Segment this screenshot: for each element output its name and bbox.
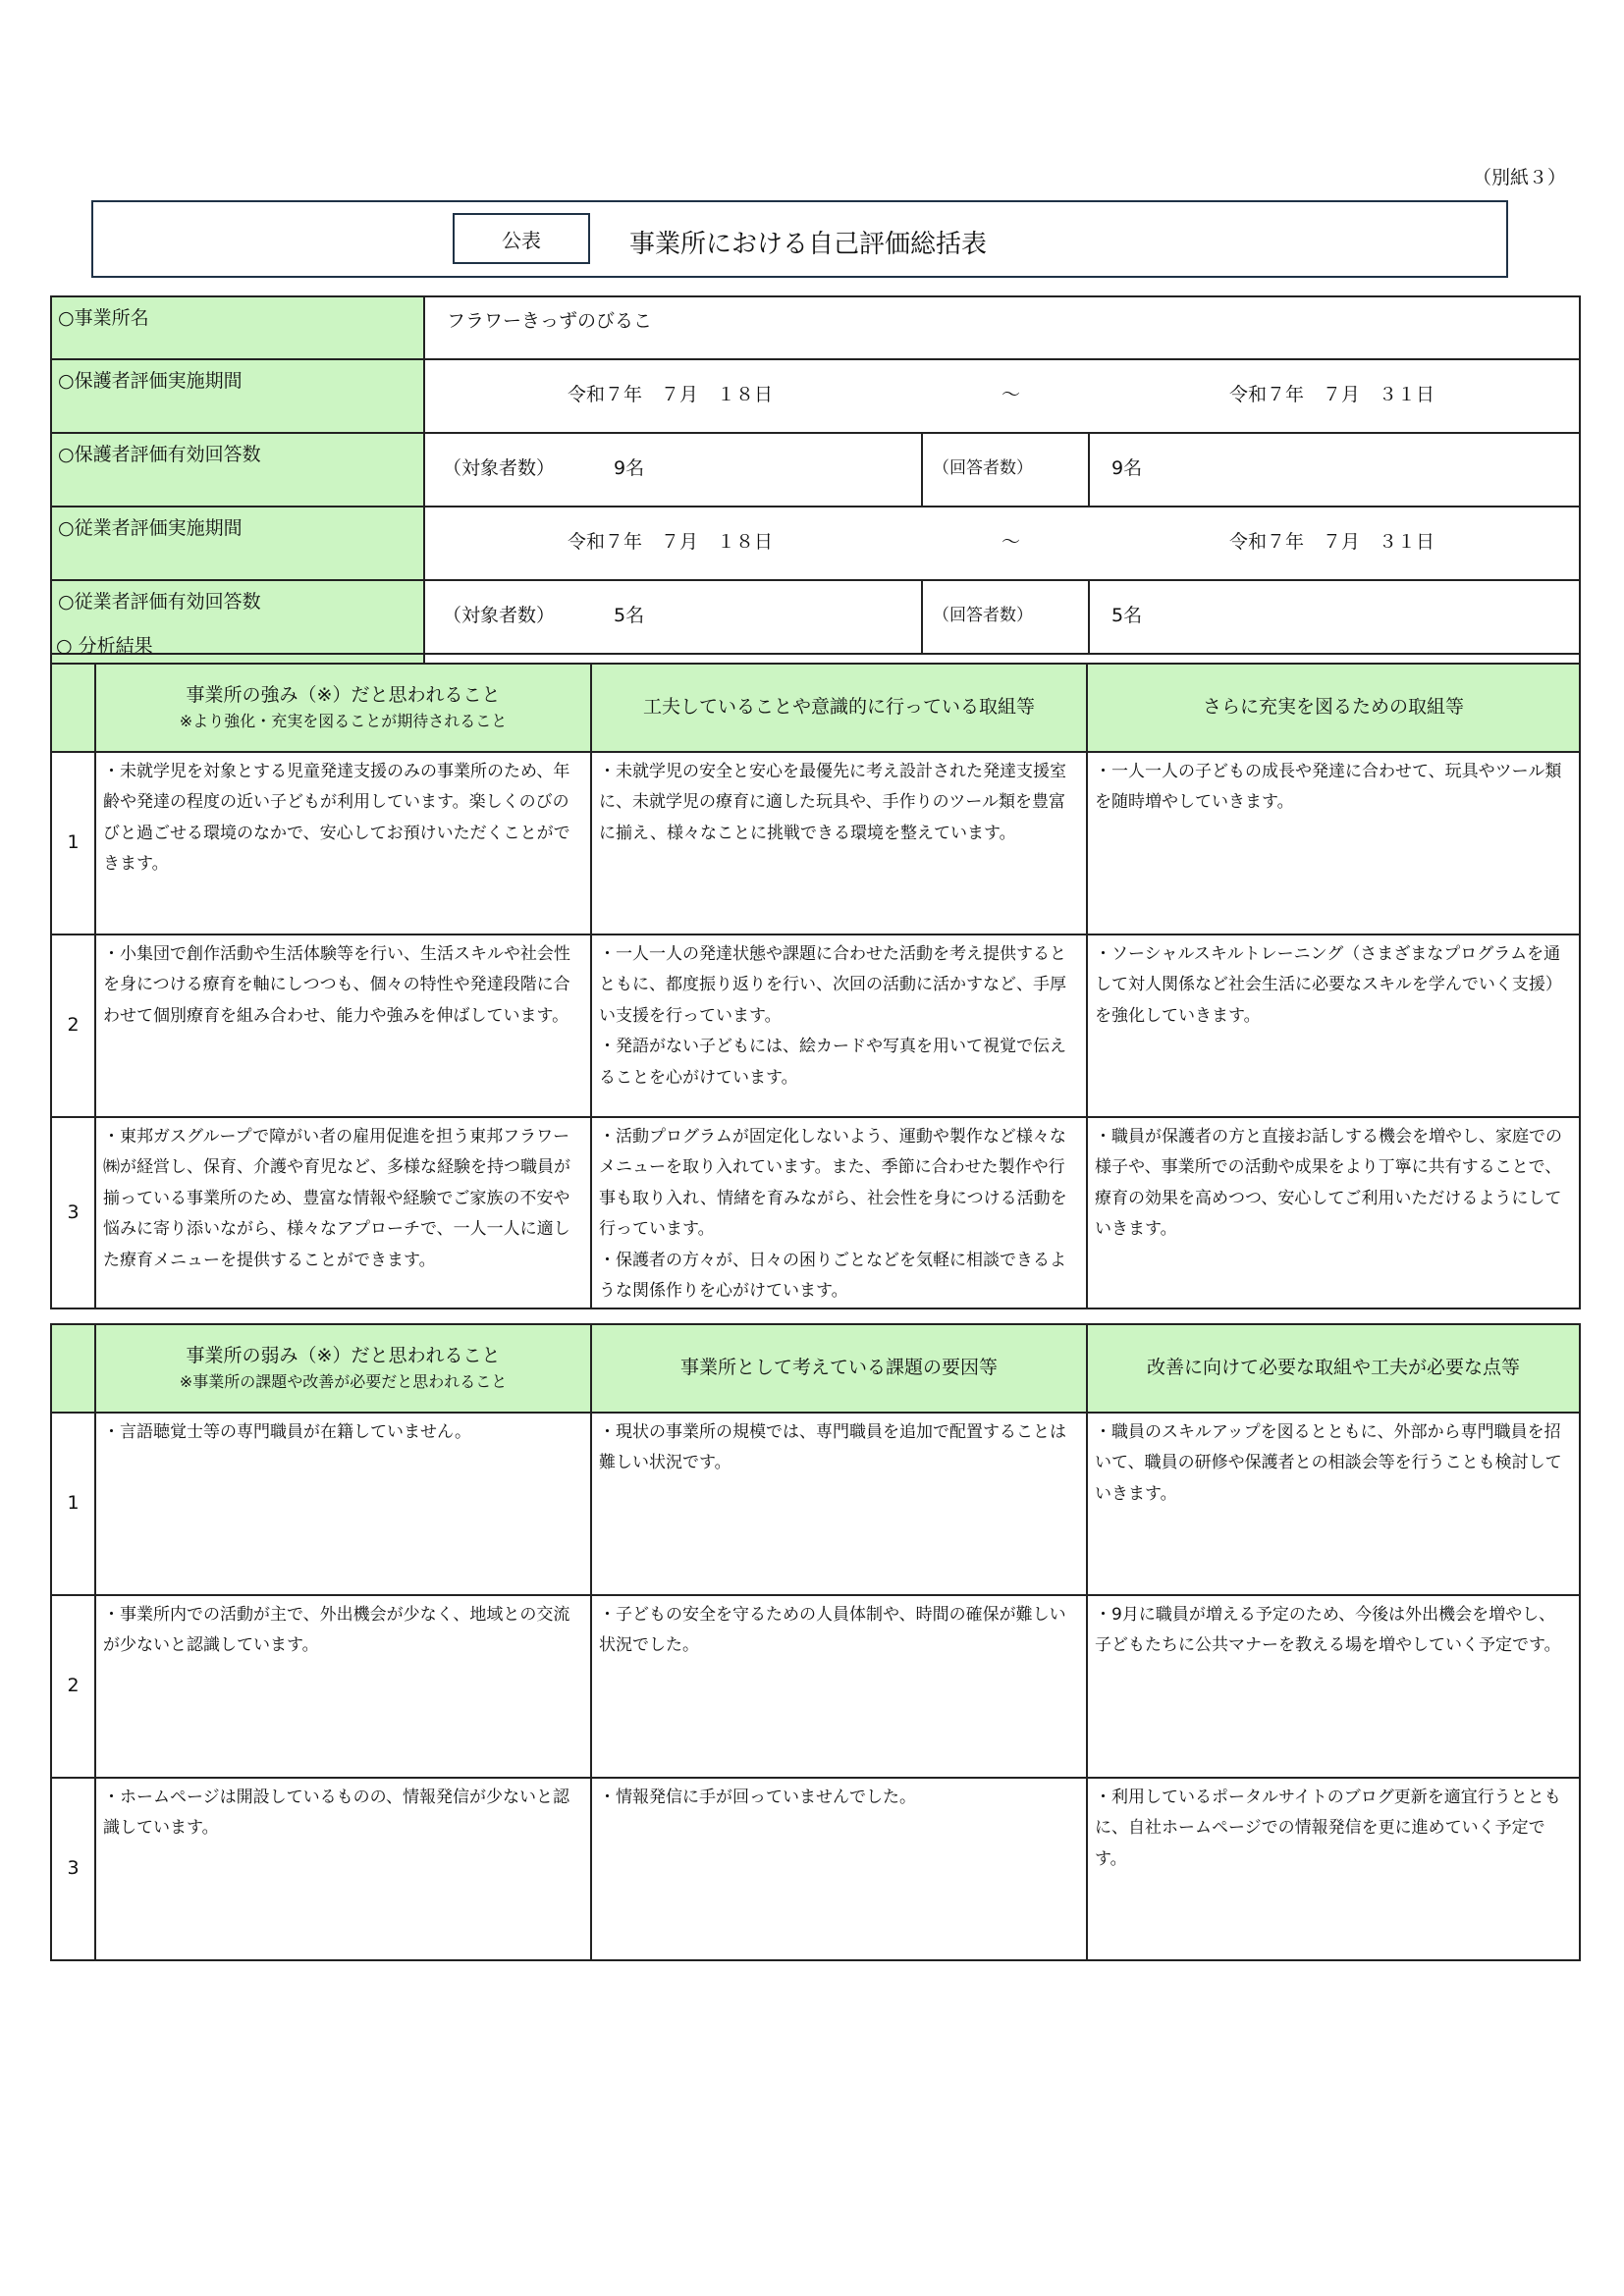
enhancement-cell: ・ソーシャルスキルトレーニング（さまざまなプログラムを通して対人関係など社会生活に必要なスキルを学んでいく支援）を強化していきます。 bbox=[1087, 934, 1580, 1117]
analysis-label: ○ 分析結果 bbox=[56, 635, 153, 657]
table-row bbox=[51, 1117, 1580, 1308]
cause-cell: ・情報発信に手が回っていませんでした。 bbox=[591, 1778, 1087, 1960]
row-number: 1 bbox=[51, 1413, 95, 1595]
row-number: 2 bbox=[51, 1595, 95, 1778]
weaknesses-table bbox=[50, 1323, 1581, 1961]
row-number: 3 bbox=[51, 1117, 95, 1308]
row-number: 3 bbox=[51, 1778, 95, 1960]
staff-responses-row bbox=[51, 580, 1580, 654]
target-label: （対象者数） bbox=[443, 605, 556, 626]
table-row bbox=[51, 752, 1580, 934]
facility-label: ○事業所名 bbox=[51, 296, 424, 359]
weaknesses-header-col2: 事業所として考えている課題の要因等 bbox=[591, 1324, 1087, 1413]
weaknesses-header-num bbox=[51, 1324, 95, 1413]
effort-text: ・一人一人の発達状態や課題に合わせた活動を考え提供するとともに、都度振り返りを行い、次回の活動に活かすなど、手厚い支援を行っています。 bbox=[599, 944, 1066, 1026]
effort-text: ・活動プログラムが固定化しないよう、運動や製作など様々なメニューを取り入れています。また、季節に合わせた製作や行事も取り入れ、情緒を育みながら、社会性を身につける活動を行っています。 bbox=[599, 1127, 1067, 1240]
page-title: 事業所における自己評価総括表 bbox=[629, 230, 988, 259]
guardian-period-row bbox=[51, 359, 1580, 433]
table-row bbox=[51, 1413, 1580, 1595]
cause-cell: ・子どもの安全を守るための人員体制や、時間の確保が難しい状況でした。 bbox=[591, 1595, 1087, 1778]
title-box bbox=[91, 200, 1508, 278]
staff-target-value: 5名 bbox=[614, 605, 645, 626]
effort-text-extra: ・発語がない子どもには、絵カードや写真を用いて視覚で伝えることを心がけています。 bbox=[599, 1037, 1066, 1088]
guardian-period-tilde: ～ bbox=[1001, 384, 1021, 405]
row-number: 1 bbox=[51, 752, 95, 934]
guardian-target-value: 9名 bbox=[614, 457, 645, 479]
target-label: （対象者数） bbox=[443, 457, 556, 479]
weakness-cell: ・ホームページは開設しているものの、情報発信が少ないと認識しています。 bbox=[95, 1778, 591, 1960]
weaknesses-header-col1 bbox=[95, 1324, 591, 1413]
strength-cell: ・未就学児を対象とする児童発達支援のみの事業所のため、年齢や発達の程度の近い子どもが利用しています。楽しくのびのびと過ごせる環境のなかで、安心してお預けいただくことができます。 bbox=[95, 752, 591, 934]
staff-period-label: ○従業者評価実施期間 bbox=[51, 507, 424, 580]
row-number: 2 bbox=[51, 934, 95, 1117]
facility-row bbox=[51, 296, 1580, 359]
staff-responses-label: ○従業者評価有効回答数 bbox=[51, 580, 424, 654]
effort-text-extra: ・保護者の方々が、日々の困りごとなどを気軽に相談できるような関係作りを心がけています。 bbox=[599, 1250, 1066, 1302]
cause-cell: ・現状の事業所の規模では、専門職員を追加で配置することは難しい状況です。 bbox=[591, 1413, 1087, 1595]
guardian-period-label: ○保護者評価実施期間 bbox=[51, 359, 424, 433]
staff-period-start: 令和７年 ７月 １８日 bbox=[568, 531, 774, 553]
guardian-responses-label: ○保護者評価有効回答数 bbox=[51, 433, 424, 507]
strengths-header-col2: 工夫していることや意識的に行っている取組等 bbox=[591, 664, 1087, 752]
staff-period-row bbox=[51, 507, 1580, 580]
staff-period-tilde: ～ bbox=[1001, 531, 1021, 553]
enhancement-cell: ・職員が保護者の方と直接お話しする機会を増やし、家庭での様子や、事業所での活動や成果をより丁寧に共有することで、療育の効果を高めつつ、安心してご利用いただけるようにしていきます。 bbox=[1087, 1117, 1580, 1308]
strengths-header-col1-title: 事業所の強み（※）だと思われること bbox=[186, 683, 501, 706]
weaknesses-header-col1-sub: ※事業所の課題や改善が必要だと思われること bbox=[179, 1372, 508, 1392]
answer-label: （回答者数） bbox=[922, 580, 1089, 654]
staff-target-cell bbox=[424, 580, 922, 654]
enhancement-cell: ・一人一人の子どもの成長や発達に合わせて、玩具やツール類を随時増やしていきます。 bbox=[1087, 752, 1580, 934]
strength-cell: ・小集団で創作活動や生活体験等を行い、生活スキルや社会性を身につける療育を軸にしつつも、個々の特性や発達段階に合わせて個別療育を組み合わせ、能力や強みを伸ばしています。 bbox=[95, 934, 591, 1117]
guardian-period-end: 令和７年 ７月 ３１日 bbox=[1229, 384, 1435, 405]
strengths-header-row bbox=[51, 664, 1580, 752]
weaknesses-header-col3: 改善に向けて必要な取組や工夫が必要な点等 bbox=[1087, 1324, 1580, 1413]
guardian-period-start: 令和７年 ７月 １８日 bbox=[568, 384, 774, 405]
staff-answers-value: 5名 bbox=[1089, 580, 1580, 654]
guardian-target-cell bbox=[424, 433, 922, 507]
table-row bbox=[51, 934, 1580, 1117]
effort-cell bbox=[591, 934, 1087, 1117]
answer-label: （回答者数） bbox=[922, 433, 1089, 507]
weakness-cell: ・言語聴覚士等の専門職員が在籍していません。 bbox=[95, 1413, 591, 1595]
table-row bbox=[51, 1778, 1580, 1960]
staff-period-value bbox=[424, 507, 1580, 580]
effort-cell: ・未就学児の安全と安心を最優先に考え設計された発達支援室に、未就学児の療育に適した玩具や、手作りのツール類を豊富に揃え、様々なことに挑戦できる環境を整えています。 bbox=[591, 752, 1087, 934]
improvement-cell: ・9月に職員が増える予定のため、今後は外出機会を増やし、子どもたちに公共マナーを教える場を増やしていく予定です。 bbox=[1087, 1595, 1580, 1778]
weakness-cell: ・事業所内での活動が主で、外出機会が少なく、地域との交流が少ないと認識しています。 bbox=[95, 1595, 591, 1778]
staff-period-end: 令和７年 ７月 ３１日 bbox=[1229, 531, 1435, 553]
strengths-header-col3: さらに充実を図るための取組等 bbox=[1087, 664, 1580, 752]
guardian-period-value bbox=[424, 359, 1580, 433]
strengths-table bbox=[50, 663, 1581, 1309]
guardian-answers-value: 9名 bbox=[1089, 433, 1580, 507]
strengths-header-col1 bbox=[95, 664, 591, 752]
improvement-cell: ・職員のスキルアップを図るとともに、外部から専門職員を招いて、職員の研修や保護者との相談会等を行うことも検討していきます。 bbox=[1087, 1413, 1580, 1595]
table-row bbox=[51, 1595, 1580, 1778]
strengths-header-num bbox=[51, 664, 95, 752]
facility-value: フラワーきっずのびるこ bbox=[424, 296, 1580, 359]
effort-cell bbox=[591, 1117, 1087, 1308]
improvement-cell: ・利用しているポータルサイトのブログ更新を適宜行うとともに、自社ホームページでの情報発信を更に進めていく予定です。 bbox=[1087, 1778, 1580, 1960]
strengths-header-col1-sub: ※より強化・充実を図ることが期待されること bbox=[179, 712, 508, 731]
annex-label: （別紙３） bbox=[1473, 167, 1567, 188]
guardian-responses-row bbox=[51, 433, 1580, 507]
weaknesses-header-col1-title: 事業所の弱み（※）だと思われること bbox=[186, 1344, 501, 1366]
strength-cell: ・東邦ガスグループで障がい者の雇用促進を担う東邦フラワー㈱が経営し、保育、介護や育児など、多様な経験を持つ職員が揃っている事業所のため、豊富な情報や経験でご家族の不安や悩みに寄り添いながら、様々なアプローチで、一人一人に適した療育メニューを提供することができます。 bbox=[95, 1117, 591, 1308]
public-badge: 公表 bbox=[453, 213, 590, 264]
weaknesses-header-row bbox=[51, 1324, 1580, 1413]
